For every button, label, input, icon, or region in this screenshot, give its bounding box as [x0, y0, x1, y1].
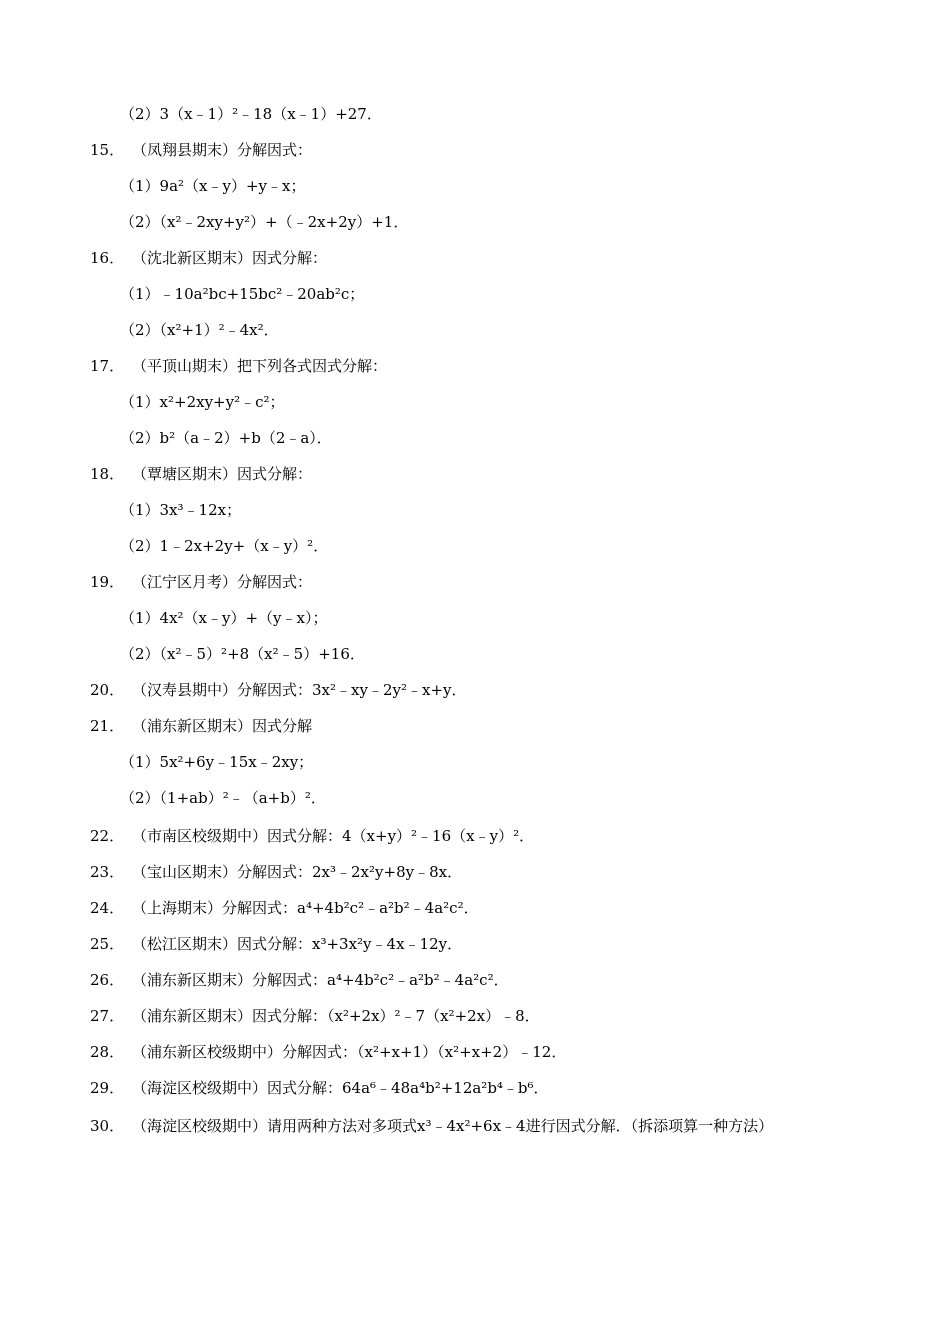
problem-text: （上海期末）分解因式：a⁴+4b²c²﹣a²b²﹣4a²c²．: [132, 899, 479, 917]
problem-30: [90, 1116, 773, 1136]
line-text: （2）（x²﹣2xy+y²）+（﹣2x+2y）+1．: [120, 213, 409, 231]
problem-25: [90, 934, 462, 954]
problem-text: （浦东新区校级期中）分解因式：（x²+x+1）（x²+x+2）﹣12．: [132, 1043, 567, 1061]
problem-text: （沈北新区期末）因式分解：: [132, 249, 328, 267]
problem-16: [90, 248, 327, 268]
problem-text: （凤翔县期末）分解因式：: [132, 141, 313, 159]
problem-17: [90, 356, 387, 376]
problem-number: 17．: [90, 357, 125, 375]
problem-17-part-2: [120, 428, 332, 448]
problem-20: [90, 680, 466, 700]
problem-text: （海淀区校级期中）请用两种方法对多项式x³﹣4x²+6x﹣4进行因式分解．（拆添项算一种方法）: [132, 1117, 774, 1135]
problem-24: [90, 898, 479, 918]
line-text: （2）b²（a﹣2）+b（2﹣a）．: [120, 429, 332, 447]
problem-number: 27．: [90, 1007, 125, 1025]
line-text: （1）﹣10a²bc+15bc²﹣20ab²c；: [120, 285, 365, 303]
problem-18-part-2: [120, 536, 328, 556]
line-text: （1）4x²（x﹣y）+（y﹣x）；: [120, 609, 328, 627]
problem-18: [90, 464, 312, 484]
problem-16-part-2: [120, 320, 279, 340]
problem-19-part-1: [120, 608, 328, 628]
problem-number: 28．: [90, 1043, 125, 1061]
problem-21-part-1: [120, 752, 313, 772]
problem-28: [90, 1042, 566, 1062]
problem-text: （海淀区校级期中）因式分解：64a⁶﹣48a⁴b²+12a²b⁴﹣b⁶．: [132, 1079, 549, 1097]
problem-26: [90, 970, 509, 990]
problem-number: 18．: [90, 465, 125, 483]
problem-text: （浦东新区期末）因式分解: [132, 717, 313, 735]
problem-23: [90, 862, 462, 882]
problem-19-part-2: [120, 644, 365, 664]
problem-21-part-2: [120, 788, 326, 808]
problem-number: 23．: [90, 863, 125, 881]
line-text: （2）（1+ab）²﹣（a+b）²．: [120, 789, 326, 807]
problem-number: 24．: [90, 899, 125, 917]
line-text: （2）（x²﹣5）²+8（x²﹣5）+16．: [120, 645, 365, 663]
line-text: （2）1﹣2x+2y+（x﹣y）²．: [120, 537, 329, 555]
problem-text: （江宁区月考）分解因式：: [132, 573, 313, 591]
problem-15-part-2: [120, 212, 408, 232]
problem-number: 21．: [90, 717, 125, 735]
problem-text: （市南区校级期中）因式分解：4（x+y）²﹣16（x﹣y）²．: [132, 827, 535, 845]
problem-text: （汉寿县期中）分解因式：3x²﹣xy﹣2y²﹣x+y．: [132, 681, 467, 699]
problem-number: 26．: [90, 971, 125, 989]
problem-29: [90, 1078, 549, 1098]
problem-15-part-1: [120, 176, 305, 196]
problem-number: 30．: [90, 1117, 125, 1135]
problem-16-part-1: [120, 284, 364, 304]
problem-number: 19．: [90, 573, 125, 591]
line-text: （1）9a²（x﹣y）+y﹣x；: [120, 177, 306, 195]
problem-text: （浦东新区期末）因式分解：（x²+2x）²﹣7（x²+2x）﹣8．: [132, 1007, 540, 1025]
problem-text: （松江区期末）因式分解：x³+3x²y﹣4x﹣12y．: [132, 935, 463, 953]
problem-text: （浦东新区期末）分解因式：a⁴+4b²c²﹣a²b²﹣4a²c²．: [132, 971, 509, 989]
problem-number: 29．: [90, 1079, 125, 1097]
line-text: （2）（x²+1）²﹣4x²．: [120, 321, 279, 339]
problem-number: 20．: [90, 681, 125, 699]
problem-text: （平顶山期末）把下列各式因式分解：: [132, 357, 388, 375]
line-text: （2）3（x﹣1）²﹣18（x﹣1）+27．: [120, 105, 382, 123]
problem-number: 25．: [90, 935, 125, 953]
problem-text: （覃塘区期末）因式分解：: [132, 465, 313, 483]
problem-number: 16．: [90, 249, 125, 267]
line-text: （1）3x³﹣12x；: [120, 501, 242, 519]
problem-17-part-1: [120, 392, 285, 412]
problem-22: [90, 826, 534, 846]
line-text: （1）5x²+6y﹣15x﹣2xy；: [120, 753, 314, 771]
problem-15: [90, 140, 312, 160]
problem-number: 15．: [90, 141, 125, 159]
problem-21: [90, 716, 312, 736]
problem-27: [90, 1006, 540, 1026]
problem-text: （宝山区期末）分解因式：2x³﹣2x²y+8y﹣8x．: [132, 863, 463, 881]
line-text: （1）x²+2xy+y²﹣c²；: [120, 393, 285, 411]
problem-14-part-2: [120, 104, 382, 124]
problem-number: 22．: [90, 827, 125, 845]
problem-18-part-1: [120, 500, 241, 520]
problem-19: [90, 572, 312, 592]
